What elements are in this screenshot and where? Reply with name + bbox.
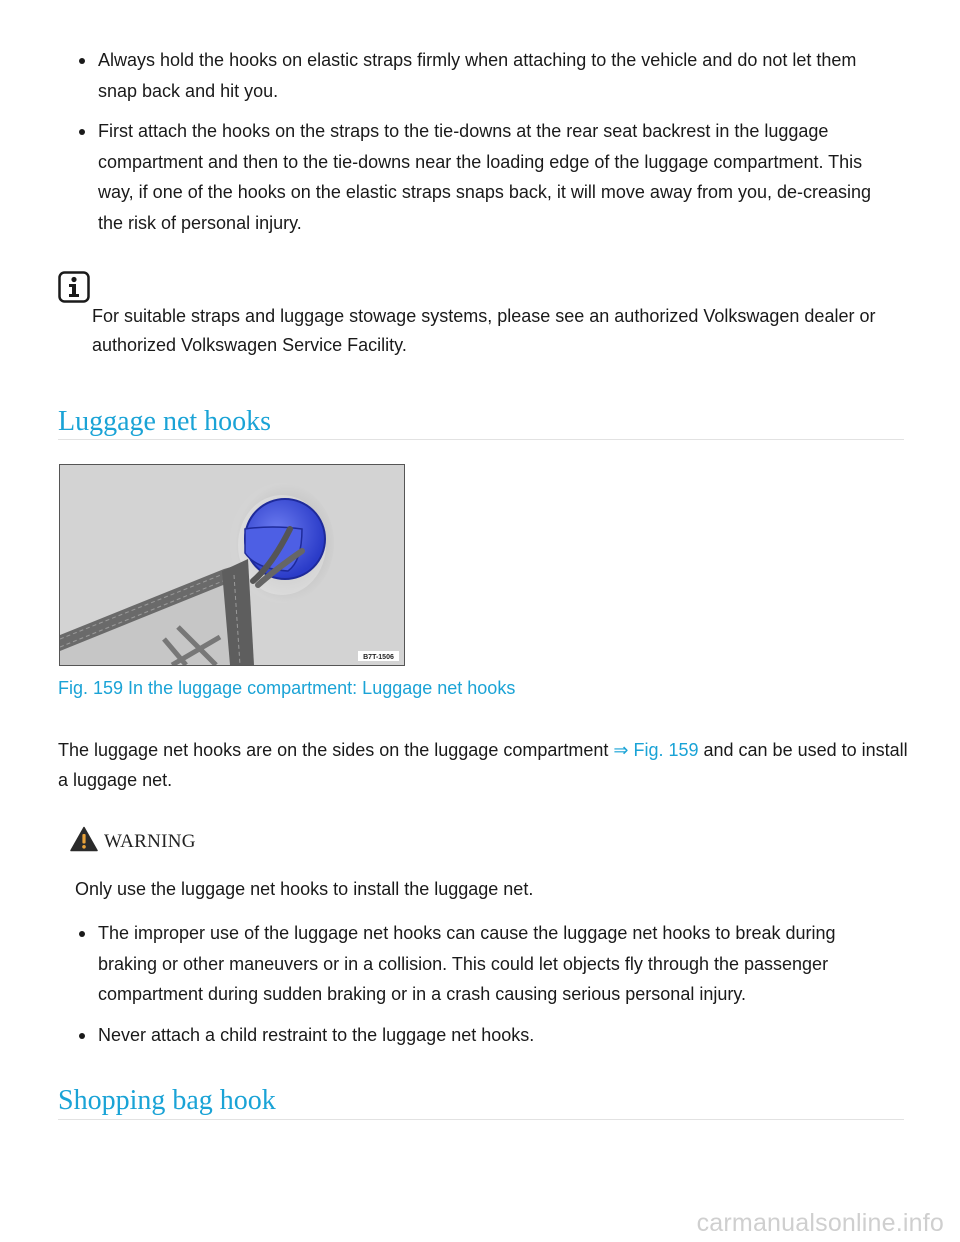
figure-cross-reference-link[interactable]: ⇒ Fig. 159 [613,740,699,760]
section-heading-luggage-net-hooks: Luggage net hooks [58,406,272,437]
section-divider [58,439,904,440]
note-text: For suitable straps and luggage stowage systems, please see an authorized Volkswagen dealer or authorized Volkswagen Service Facility. [92,306,876,355]
section-heading-shopping-bag-hook: Shopping bag hook [58,1085,276,1116]
body-paragraph [58,735,908,795]
figure-code-label: B7T-1506 [363,654,394,661]
section-divider [58,1119,904,1120]
figure-luggage-net-hooks [59,464,405,666]
safety-bullet-list [98,45,888,238]
warning-title: WARNING [104,831,196,852]
list-item: Never attach a child restraint to the luggage net hooks. [98,1020,888,1051]
paragraph-text: The luggage net hooks are on the sides on the luggage compartment [58,740,614,760]
watermark: carmanualsonline.info [696,1209,944,1237]
figure-caption: Fig. 159 In the luggage compartment: Luggage net hooks [58,678,516,698]
list-item: First attach the hooks on the straps to the tie-downs at the rear seat backrest in the luggage compartment and then to the tie-downs near the loading edge of the luggage compartment. This way, if one of the hooks on the elastic straps snaps back, it will move away from you, de-creasing the risk of personal injury. [98,116,888,238]
list-item: The improper use of the luggage net hooks can cause the luggage net hooks to break during braking or other maneuvers or in a collision. This could let objects fly through the passenger compartment during sudden braking or in a crash causing serious personal injury. [98,918,888,1010]
warning-triangle-icon [70,826,98,852]
warning-bullet-list [98,918,888,1050]
list-item: Always hold the hooks on elastic straps firmly when attaching to the vehicle and do not let them snap back and hit you. [98,45,888,106]
paragraph-text: and can be used to install a luggage net. [58,740,908,790]
info-icon [58,271,90,303]
warning-lead-text: Only use the luggage net hooks to install the luggage net. [75,879,534,899]
